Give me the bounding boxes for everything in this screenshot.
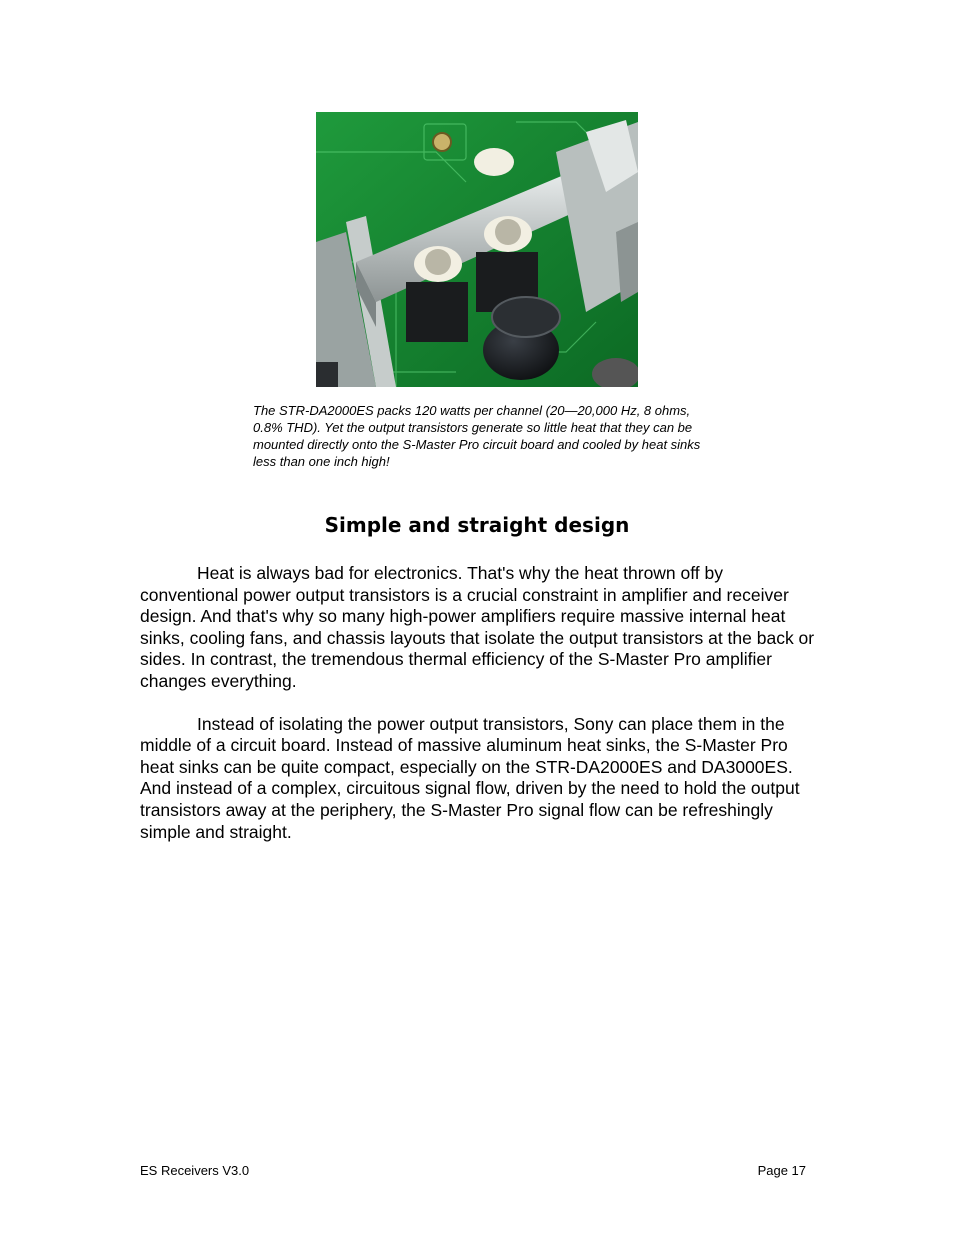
heat-sink-illustration — [316, 112, 638, 387]
page-number: Page 17 — [757, 1163, 806, 1178]
paragraph: Instead of isolating the power output transistors, Sony can place them in the middle of a circuit board. Instead of massive aluminum heat sinks, the S-Master Pro heat sinks can be quite compact, especially on the STR-DA2000ES and DA3000ES. And instead of a complex, circuitous signal flow, driven by the need to hold the output transistors away at the periphery, the S-Master Pro signal flow can be refreshingly simple and straight. — [140, 713, 800, 842]
footer-title: ES Receivers V3.0 — [140, 1163, 250, 1178]
figure-caption: The STR-DA2000ES packs 120 watts per channel (20—20,000 Hz, 8 ohms, 0.8% THD). Yet the output transistors generate so little heat that they can be mounted directly onto the S-Master Pro circuit board and cooled by heat sinks less than one inch high! — [253, 403, 701, 469]
paragraph: Heat is always bad for electronics. That's why the heat thrown off by conventional power output transistors is a crucial constraint in amplifier and receiver design. And that's why so many high-power amplifiers require massive internal heat sinks, cooling fans, and chassis layouts that isolate the output transistors at the back or sides. In contrast, the tremendous thermal efficiency of the S-Master Pro amplifier changes everything. — [140, 563, 815, 691]
body-text — [140, 563, 820, 864]
circuit-board-photo — [316, 112, 638, 387]
section-heading: Simple and straight design — [324, 513, 630, 537]
